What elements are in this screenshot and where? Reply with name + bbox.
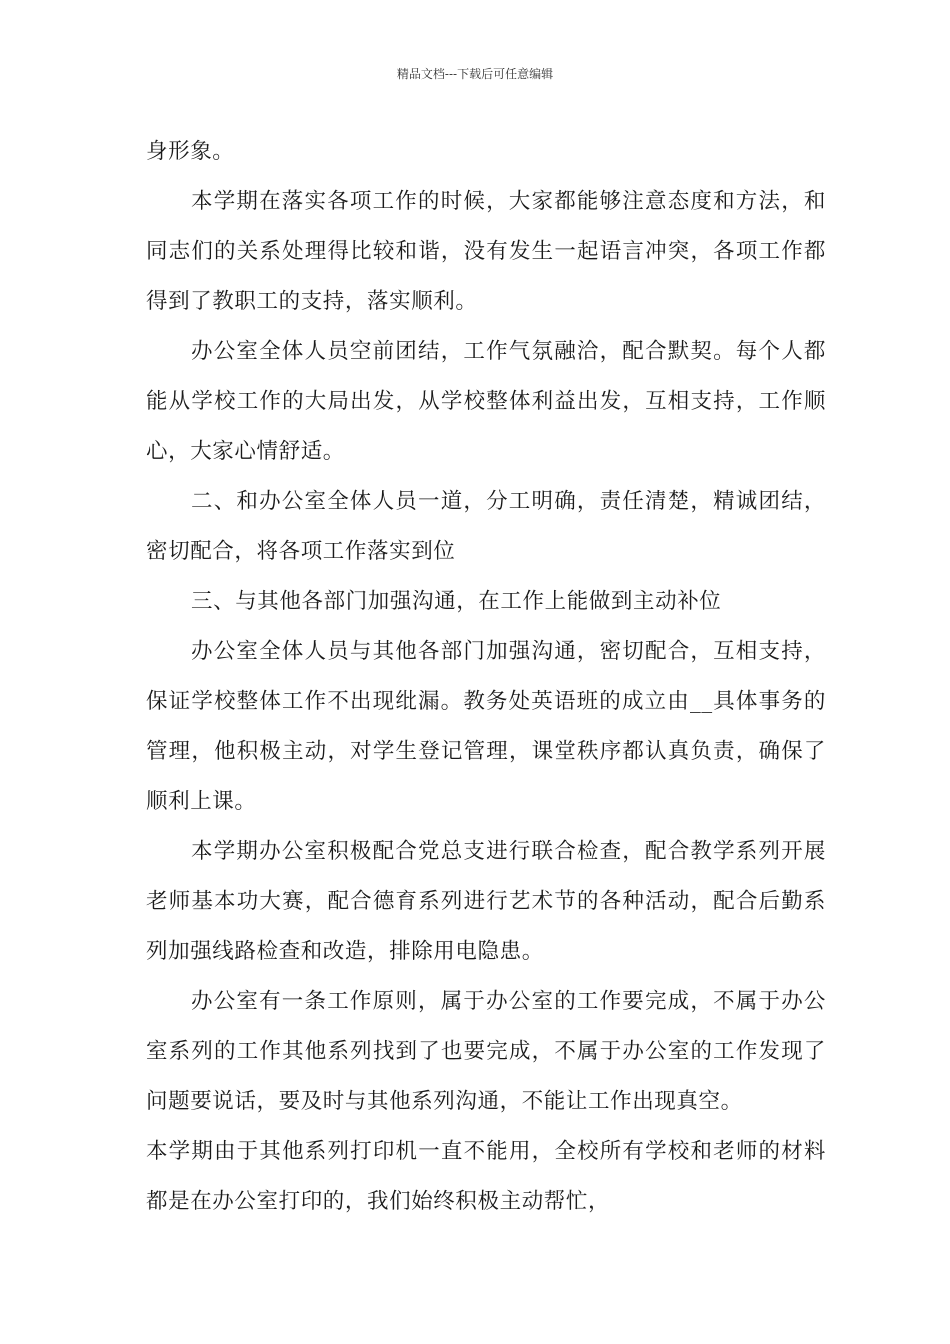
- paragraph-6: 办公室全体人员与其他各部门加强沟通，密切配合，互相支持，保证学校整体工作不出现纰漏。教务处英语班的成立由__具体事务的管理，他积极主动，对学生登记管理，课堂秩序都认真负责，确保了顺利上课。: [146, 639, 826, 814]
- document-body: [146, 127, 826, 1227]
- section-heading-2: 二、和办公室全体人员一道，分工明确，责任清楚，精诚团结，密切配合，将各项工作落实到位: [146, 489, 826, 564]
- paragraph-7: 本学期办公室积极配合党总支进行联合检查，配合教学系列开展老师基本功大赛，配合德育系列进行艺术节的各种活动，配合后勤系列加强线路检查和改造，排除用电隐患。: [146, 839, 826, 964]
- section-heading-3: 三、与其他各部门加强沟通，在工作上能做到主动补位: [191, 589, 722, 614]
- page-header: 精品文档---下载后可任意编辑: [396, 67, 554, 81]
- paragraph-3: 办公室全体人员空前团结，工作气氛融洽，配合默契。每个人都能从学校工作的大局出发，从学校整体利益出发，互相支持，工作顺心，大家心情舒适。: [146, 339, 826, 464]
- paragraph-1: 身形象。: [146, 139, 235, 164]
- paragraph-2: 本学期在落实各项工作的时候，大家都能够注意态度和方法，和同志们的关系处理得比较和谐，没有发生一起语言冲突，各项工作都得到了教职工的支持，落实顺利。: [146, 189, 826, 314]
- paragraph-8: 办公室有一条工作原则，属于办公室的工作要完成，不属于办公室系列的工作其他系列找到了也要完成，不属于办公室的工作发现了问题要说话，要及时与其他系列沟通，不能让工作出现真空。: [146, 989, 826, 1114]
- paragraph-9: 本学期由于其他系列打印机一直不能用，全校所有学校和老师的材料都是在办公室打印的，我们始终积极主动帮忙，: [146, 1139, 826, 1214]
